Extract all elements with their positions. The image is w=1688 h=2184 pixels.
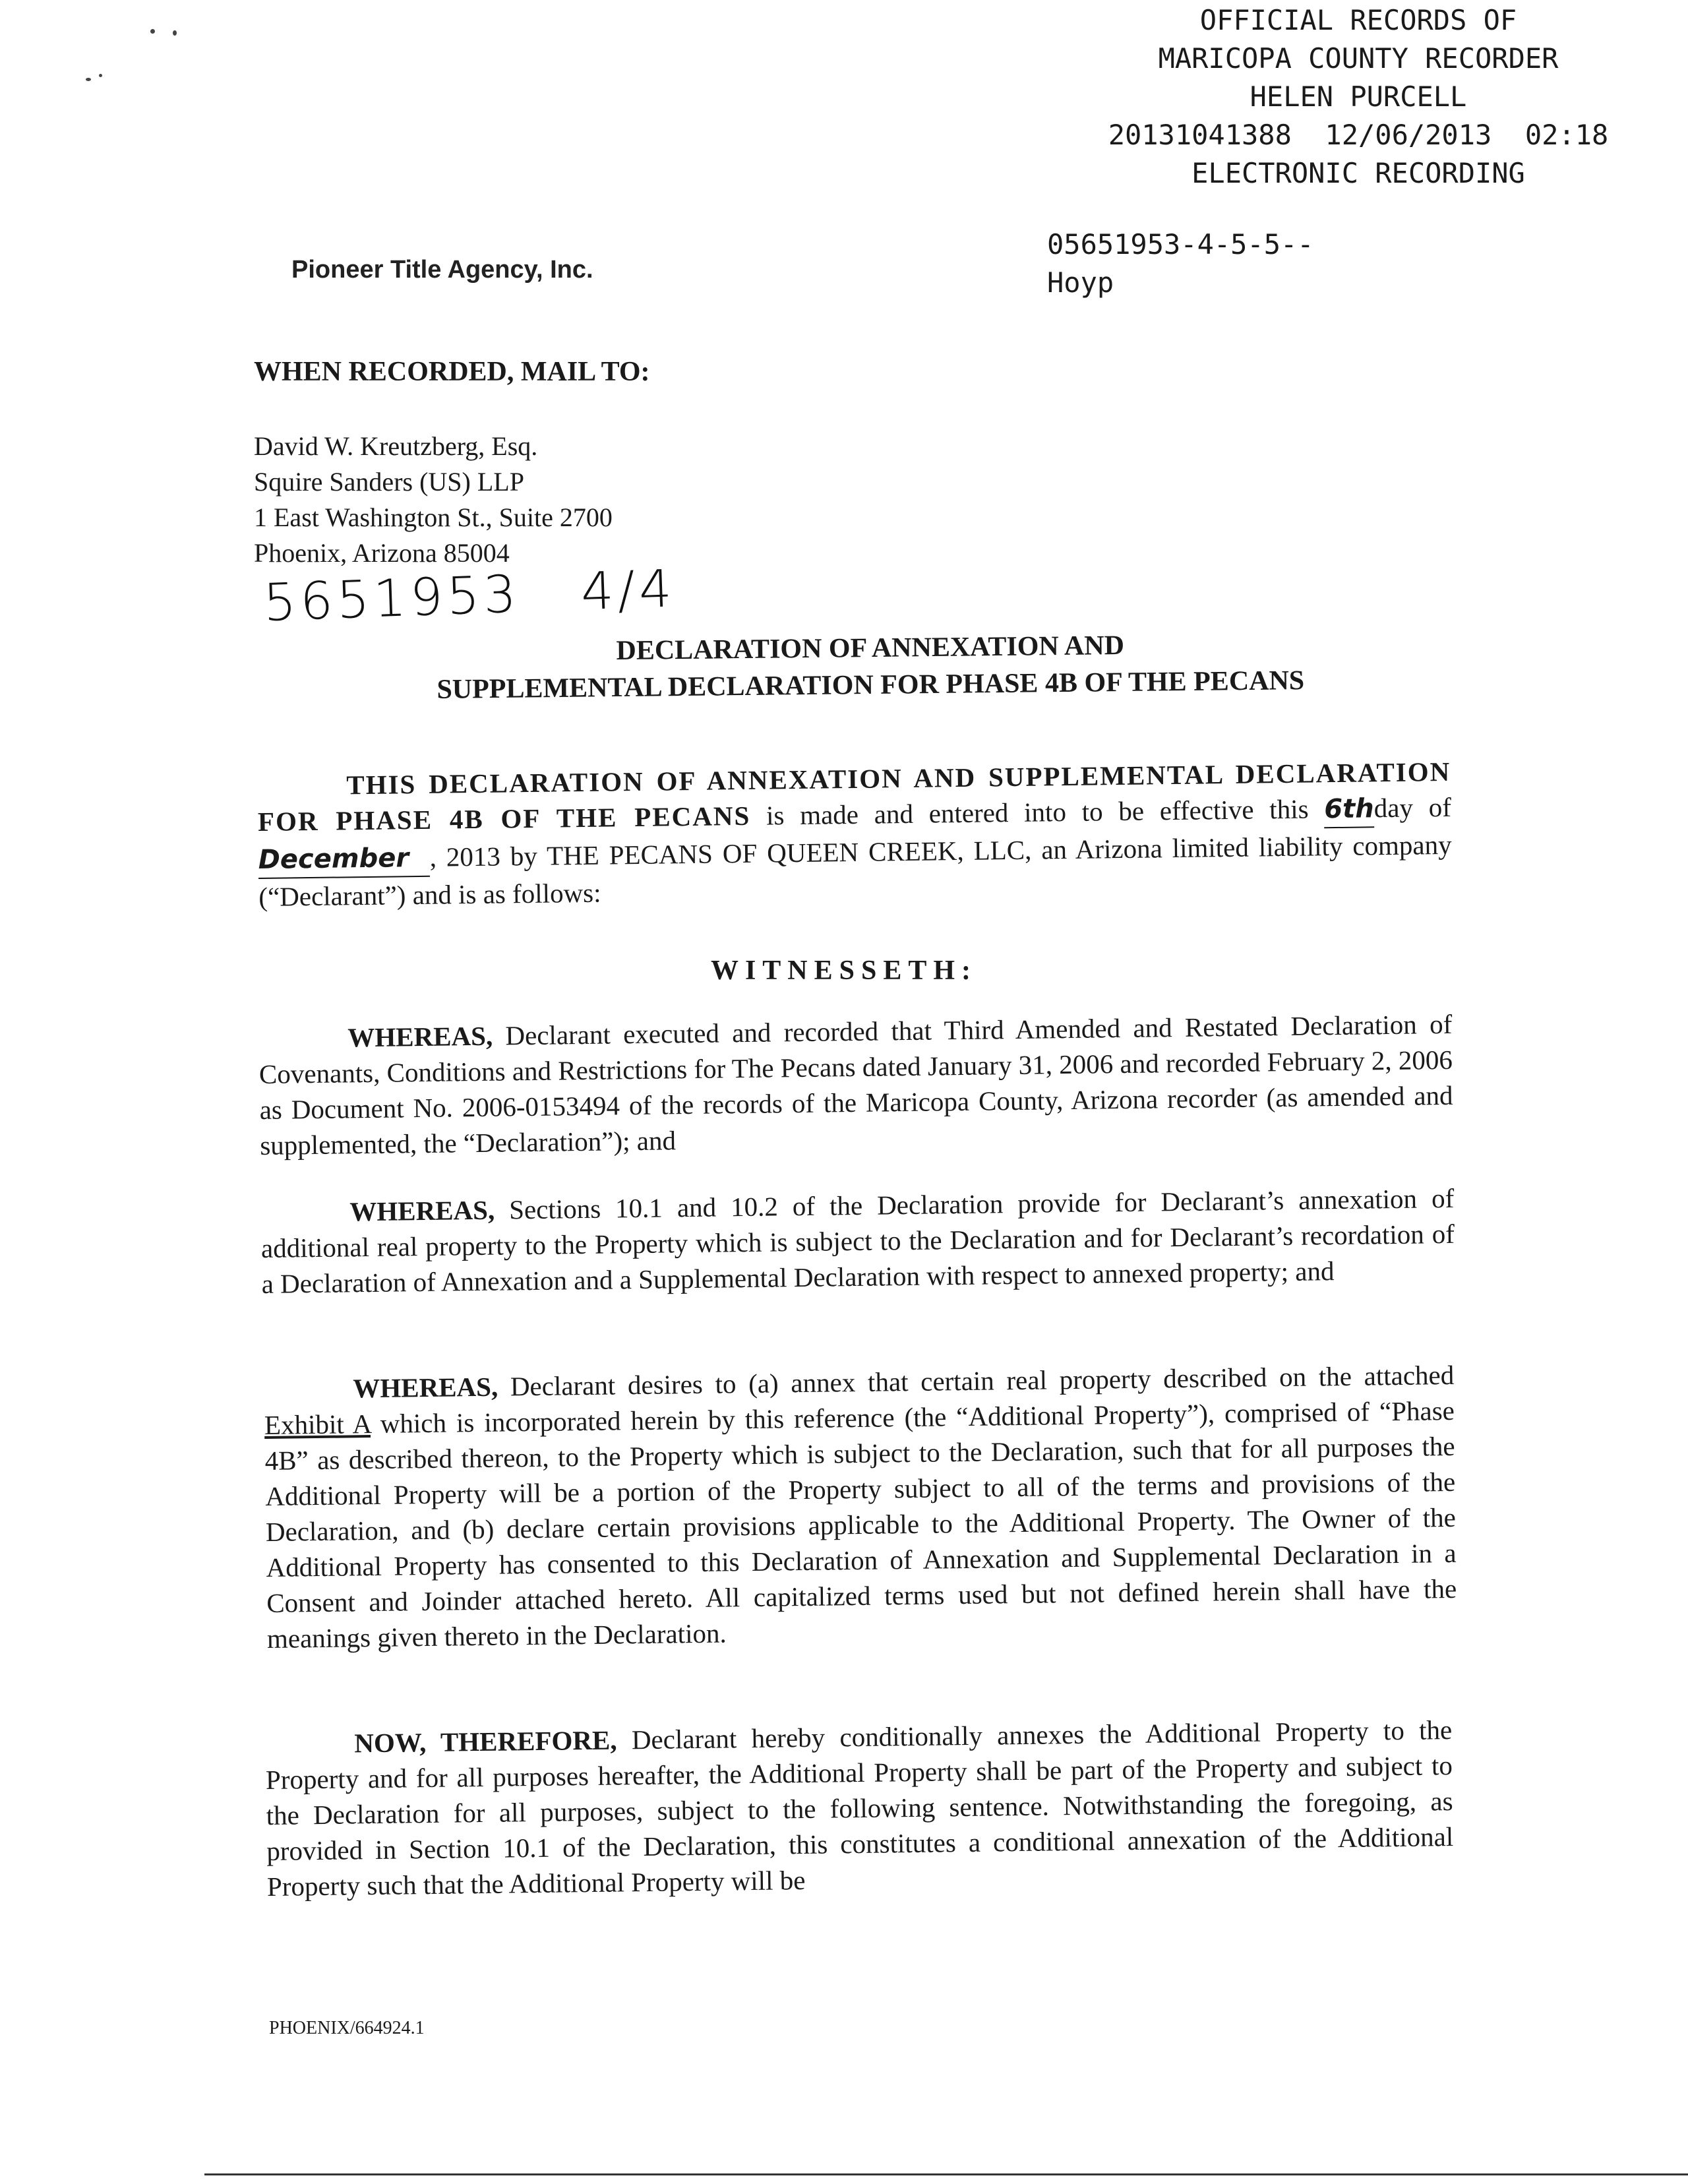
document-title [263, 623, 1477, 710]
bottom-scan-edge [204, 2173, 1688, 2175]
scan-speck [86, 78, 91, 81]
paragraph-lead: WHEREAS, [347, 1020, 493, 1053]
now-therefore-paragraph [265, 1712, 1454, 1904]
paragraph-text: Declarant desires to (a) annex that certain real property described on the attached [497, 1359, 1455, 1402]
handwritten-fraction: 4/4 [580, 559, 677, 622]
address-line: Squire Sanders (US) LLP [254, 467, 524, 497]
mail-to-address [254, 429, 613, 571]
exhibit-reference: Exhibit A [264, 1409, 371, 1440]
recorder-line: HELEN PURCELL [1250, 80, 1467, 113]
reference-number: 05651953-4-5-5-- [1047, 228, 1314, 260]
intro-lead: THIS DECLARATION OF ANNEXATION AND SUPPLEMENTAL DECLARATION FOR PHASE 4B OF THE PECANS [257, 756, 1451, 837]
intro-text: day of [1373, 791, 1452, 824]
scan-speck [150, 29, 155, 34]
intro-text: is made and entered into to be effective this [750, 793, 1325, 831]
paragraph-text: Declarant hereby conditionally annexes the Additional Property to the Property and for all purposes hereafter, the Additional Property shall be part of the Property and subject to the Declaration for all purposes, subject to the following sentence. Notwithstanding the foregoing, as provided in Section 10.1 of the Declaration, this constitutes a conditional annexation of the Additional Property such that the Additional Property will be [265, 1714, 1454, 1902]
whereas-paragraph-2 [260, 1180, 1455, 1302]
day-blank: 6th [1324, 791, 1374, 828]
mail-to-heading: WHEN RECORDED, MAIL TO: [254, 357, 650, 387]
intro-text: , 2013 by THE PECANS OF QUEEN CREEK, LLC, an Arizona limited liability company (“Declarant”) and is as follows: [258, 829, 1452, 912]
scan-speck [99, 74, 102, 77]
recorder-stamp [1042, 1, 1675, 193]
recorder-line: ELECTRONIC RECORDING [1191, 157, 1525, 189]
handwritten-number: 5651953 [262, 564, 522, 633]
intro-paragraph [257, 754, 1453, 915]
title-line: DECLARATION OF ANNEXATION AND [616, 630, 1125, 667]
paragraph-lead: WHEREAS, [353, 1371, 498, 1404]
address-line: 1 East Washington St., Suite 2700 [254, 502, 613, 532]
witnesseth-heading: WITNESSETH: [710, 956, 978, 986]
recording-number-line: 20131041388 12/06/2013 02:18 [1108, 119, 1609, 151]
address-line: David W. Kreutzberg, Esq. [254, 431, 538, 461]
reference-initials: Hoyp [1047, 266, 1114, 299]
recorder-line: OFFICIAL RECORDS OF [1199, 4, 1517, 36]
recorder-line: MARICOPA COUNTY RECORDER [1158, 42, 1559, 75]
paragraph-text: which is incorporated herein by this reference (the “Additional Property”), comprised of “Phase 4B” as described thereon, to the Property which is subject to the Declaration, such that for all purposes the Additional Property will be a portion of the Property subject to all of the terms and provisions of the Declaration, and (b) declare certain provisions applicable to the Additional Property. The Owner of the Additional Property has consented to this Declaration of Annexation and Supplemental Declaration in a Consent and Joinder attached hereto. All capitalized terms used but not defined herein shall have the meanings given thereto in the Declaration. [264, 1395, 1457, 1654]
scan-speck [173, 30, 177, 36]
month-blank: December [258, 840, 430, 879]
whereas-paragraph-3 [264, 1357, 1457, 1656]
reference-code [1047, 226, 1314, 302]
paragraph-text: Sections 10.1 and 10.2 of the Declaration provide for Declarant’s annexation of additional real property to the Property which is subject to the Declaration and for Declarant’s recordation of a Declaration of Annexation and a Supplemental Declaration with respect to annexed property; and [260, 1182, 1455, 1299]
title-agency-stamp: Pioneer Title Agency, Inc. [291, 256, 593, 284]
paragraph-lead: NOW, THEREFORE, [354, 1724, 617, 1759]
footer-document-reference: PHOENIX/664924.1 [269, 2018, 425, 2038]
whereas-paragraph-1 [258, 1006, 1454, 1163]
address-line: Phoenix, Arizona 85004 [254, 538, 510, 568]
paragraph-text: Declarant executed and recorded that Third Amended and Restated Declaration of Covenants, Conditions and Restrictions for The Pecans dated January 31, 2006 and recorded February 2, 2006 as Document No. 2006-0153494 of the records of the Maricopa County, Arizona recorder (as amended and supplemented, the “Declaration”); and [258, 1008, 1453, 1161]
paragraph-lead: WHEREAS, [349, 1194, 495, 1227]
title-line: SUPPLEMENTAL DECLARATION FOR PHASE 4B OF THE PECANS [437, 665, 1305, 705]
